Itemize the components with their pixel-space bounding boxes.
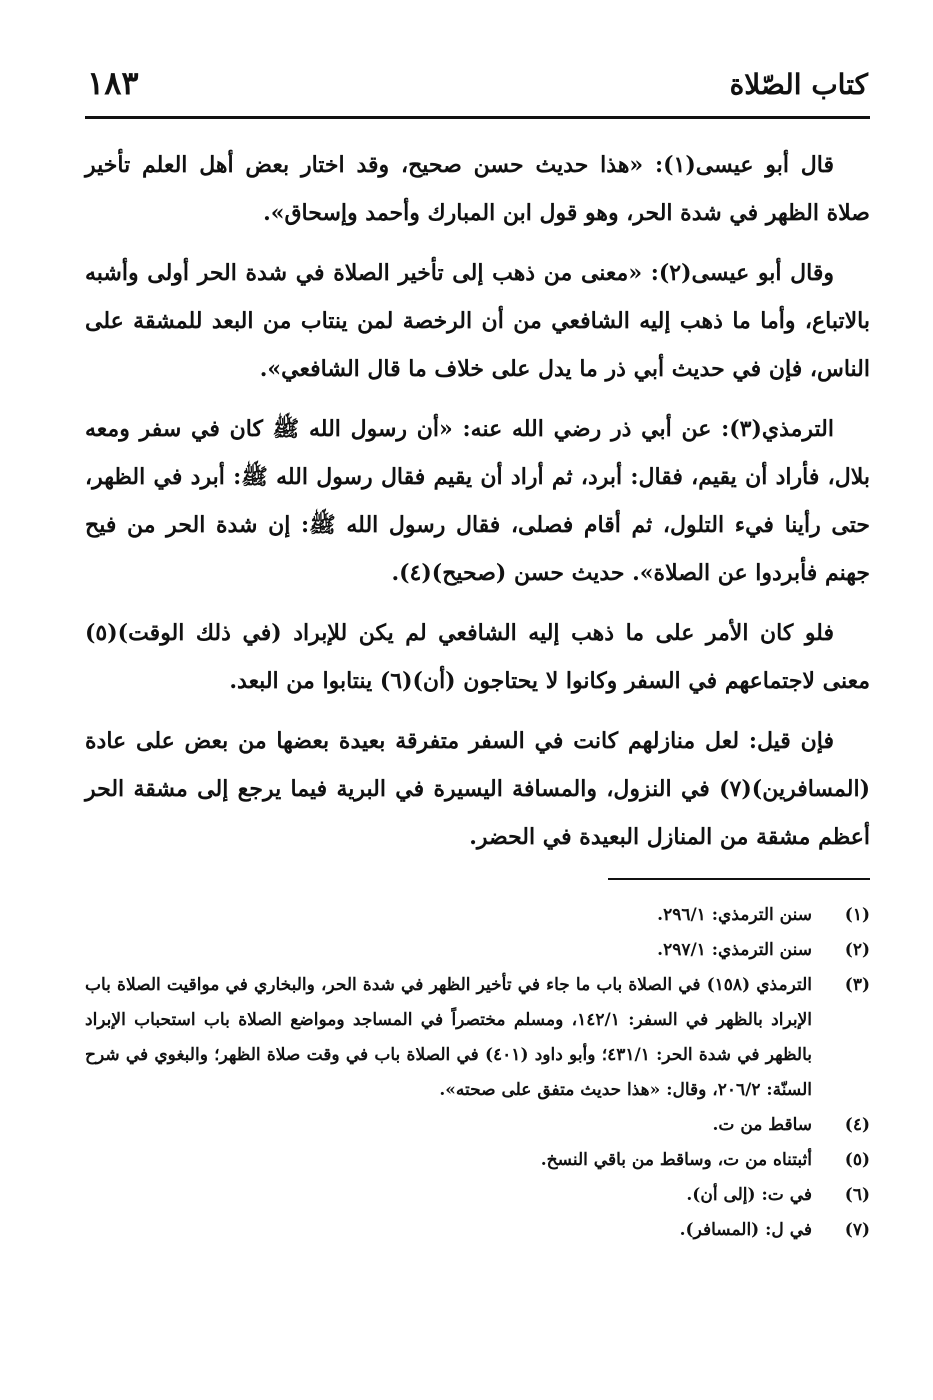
paragraph: فإن قيل: لعل منازلهم كانت في السفر متفرقة بعيدة بعضها من بعض على عادة (المسافرين)(٧) في النزول، والمسافة اليسيرة في البرية فيما يرجع إلى مشقة الحر أعظم مشقة من المنازل البعيدة في الحضر.	[85, 728, 870, 850]
paragraph: فلو كان الأمر على ما ذهب إليه الشافعي لم يكن للإبراد (في ذلك الوقت)(٥) معنى لاجتماعهم في السفر وكانوا لا يحتاجون (أن)(٦) ينتابوا من البعد.	[85, 620, 870, 694]
footnote	[85, 1143, 870, 1178]
footnote	[85, 968, 870, 1108]
book-page	[85, 58, 870, 1360]
footnote-number: (١)	[844, 905, 870, 925]
footnote-text: ساقط من ت.	[712, 1115, 812, 1135]
footnote-text: سنن الترمذي: ٢٩٦/١.	[657, 905, 812, 925]
main-text	[85, 141, 870, 861]
footnote-number: (٥)	[844, 1150, 870, 1170]
footnote-text: في ت: (إلى أن).	[686, 1185, 812, 1205]
footnote-number: (٤)	[844, 1115, 870, 1135]
footnote-number: (٦)	[844, 1185, 870, 1205]
footnote-text: أثبتناه من ت، وساقط من باقي النسخ.	[540, 1150, 812, 1170]
footnote	[85, 933, 870, 968]
chapter-title: كتاب الصّلاة	[729, 68, 868, 101]
paragraph: الترمذي(٣): عن أبي ذر رضي الله عنه: «أن رسول الله ﷺ كان في سفر ومعه بلال، فأراد أن يقيم، فقال: أبرد، ثم أراد أن يقيم فقال رسول الله ﷺ: أبرد في الظهر، حتى رأينا فيء التلول، ثم أقام فصلى، فقال رسول الله ﷺ: إن شدة الحر من فيح جهنم فأبردوا عن الصلاة». حديث حسن (صحيح)(٤).	[85, 416, 870, 586]
footnote-number: (٣)	[844, 975, 870, 995]
footnote-number: (٢)	[844, 940, 870, 960]
paragraph: قال أبو عيسى(١): «هذا حديث حسن صحيح، وقد اختار بعض أهل العلم تأخير صلاة الظهر في شدة الحر، وهو قول ابن المبارك وأحمد وإسحاق».	[85, 152, 870, 226]
footnote-text: سنن الترمذي: ٢٩٧/١.	[657, 940, 812, 960]
footnote-number: (٧)	[844, 1220, 870, 1240]
footnote-text: الترمذي (١٥٨) في الصلاة باب ما جاء في تأخير الظهر في شدة الحر، والبخاري في مواقيت الصلاة باب الإبراد بالظهر في السفر: ١٤٢/١، ومسلم مختصراً في المساجد ومواضع الصلاة باب استحباب الإبراد بالظهر في شدة الحر: ٤٣١/١؛ وأبو داود (٤٠١) في الصلاة باب في وقت صلاة الظهر؛ والبغوي في شرح السنّة: ٢٠٦/٢، وقال: «هذا حديث متفق على صحته».	[85, 975, 813, 1100]
footnote	[85, 1108, 870, 1143]
footnote	[85, 898, 870, 933]
footnote	[85, 1213, 870, 1248]
footnote-text: في ل: (المسافر).	[679, 1220, 812, 1240]
paragraph: وقال أبو عيسى(٢): «معنى من ذهب إلى تأخير الصلاة في شدة الحر أولى وأشبه بالاتباع، وأما ما ذهب إليه الشافعي من أن الرخصة لمن ينتاب من البعد للمشقة على الناس، فإن في حديث أبي ذر ما يدل على خلاف ما قال الشافعي».	[85, 260, 870, 382]
footnotes	[85, 878, 870, 1248]
page-number: ١٨٣	[87, 64, 139, 102]
footnote-separator	[608, 878, 870, 880]
page-header	[85, 58, 870, 119]
footnote	[85, 1178, 870, 1213]
